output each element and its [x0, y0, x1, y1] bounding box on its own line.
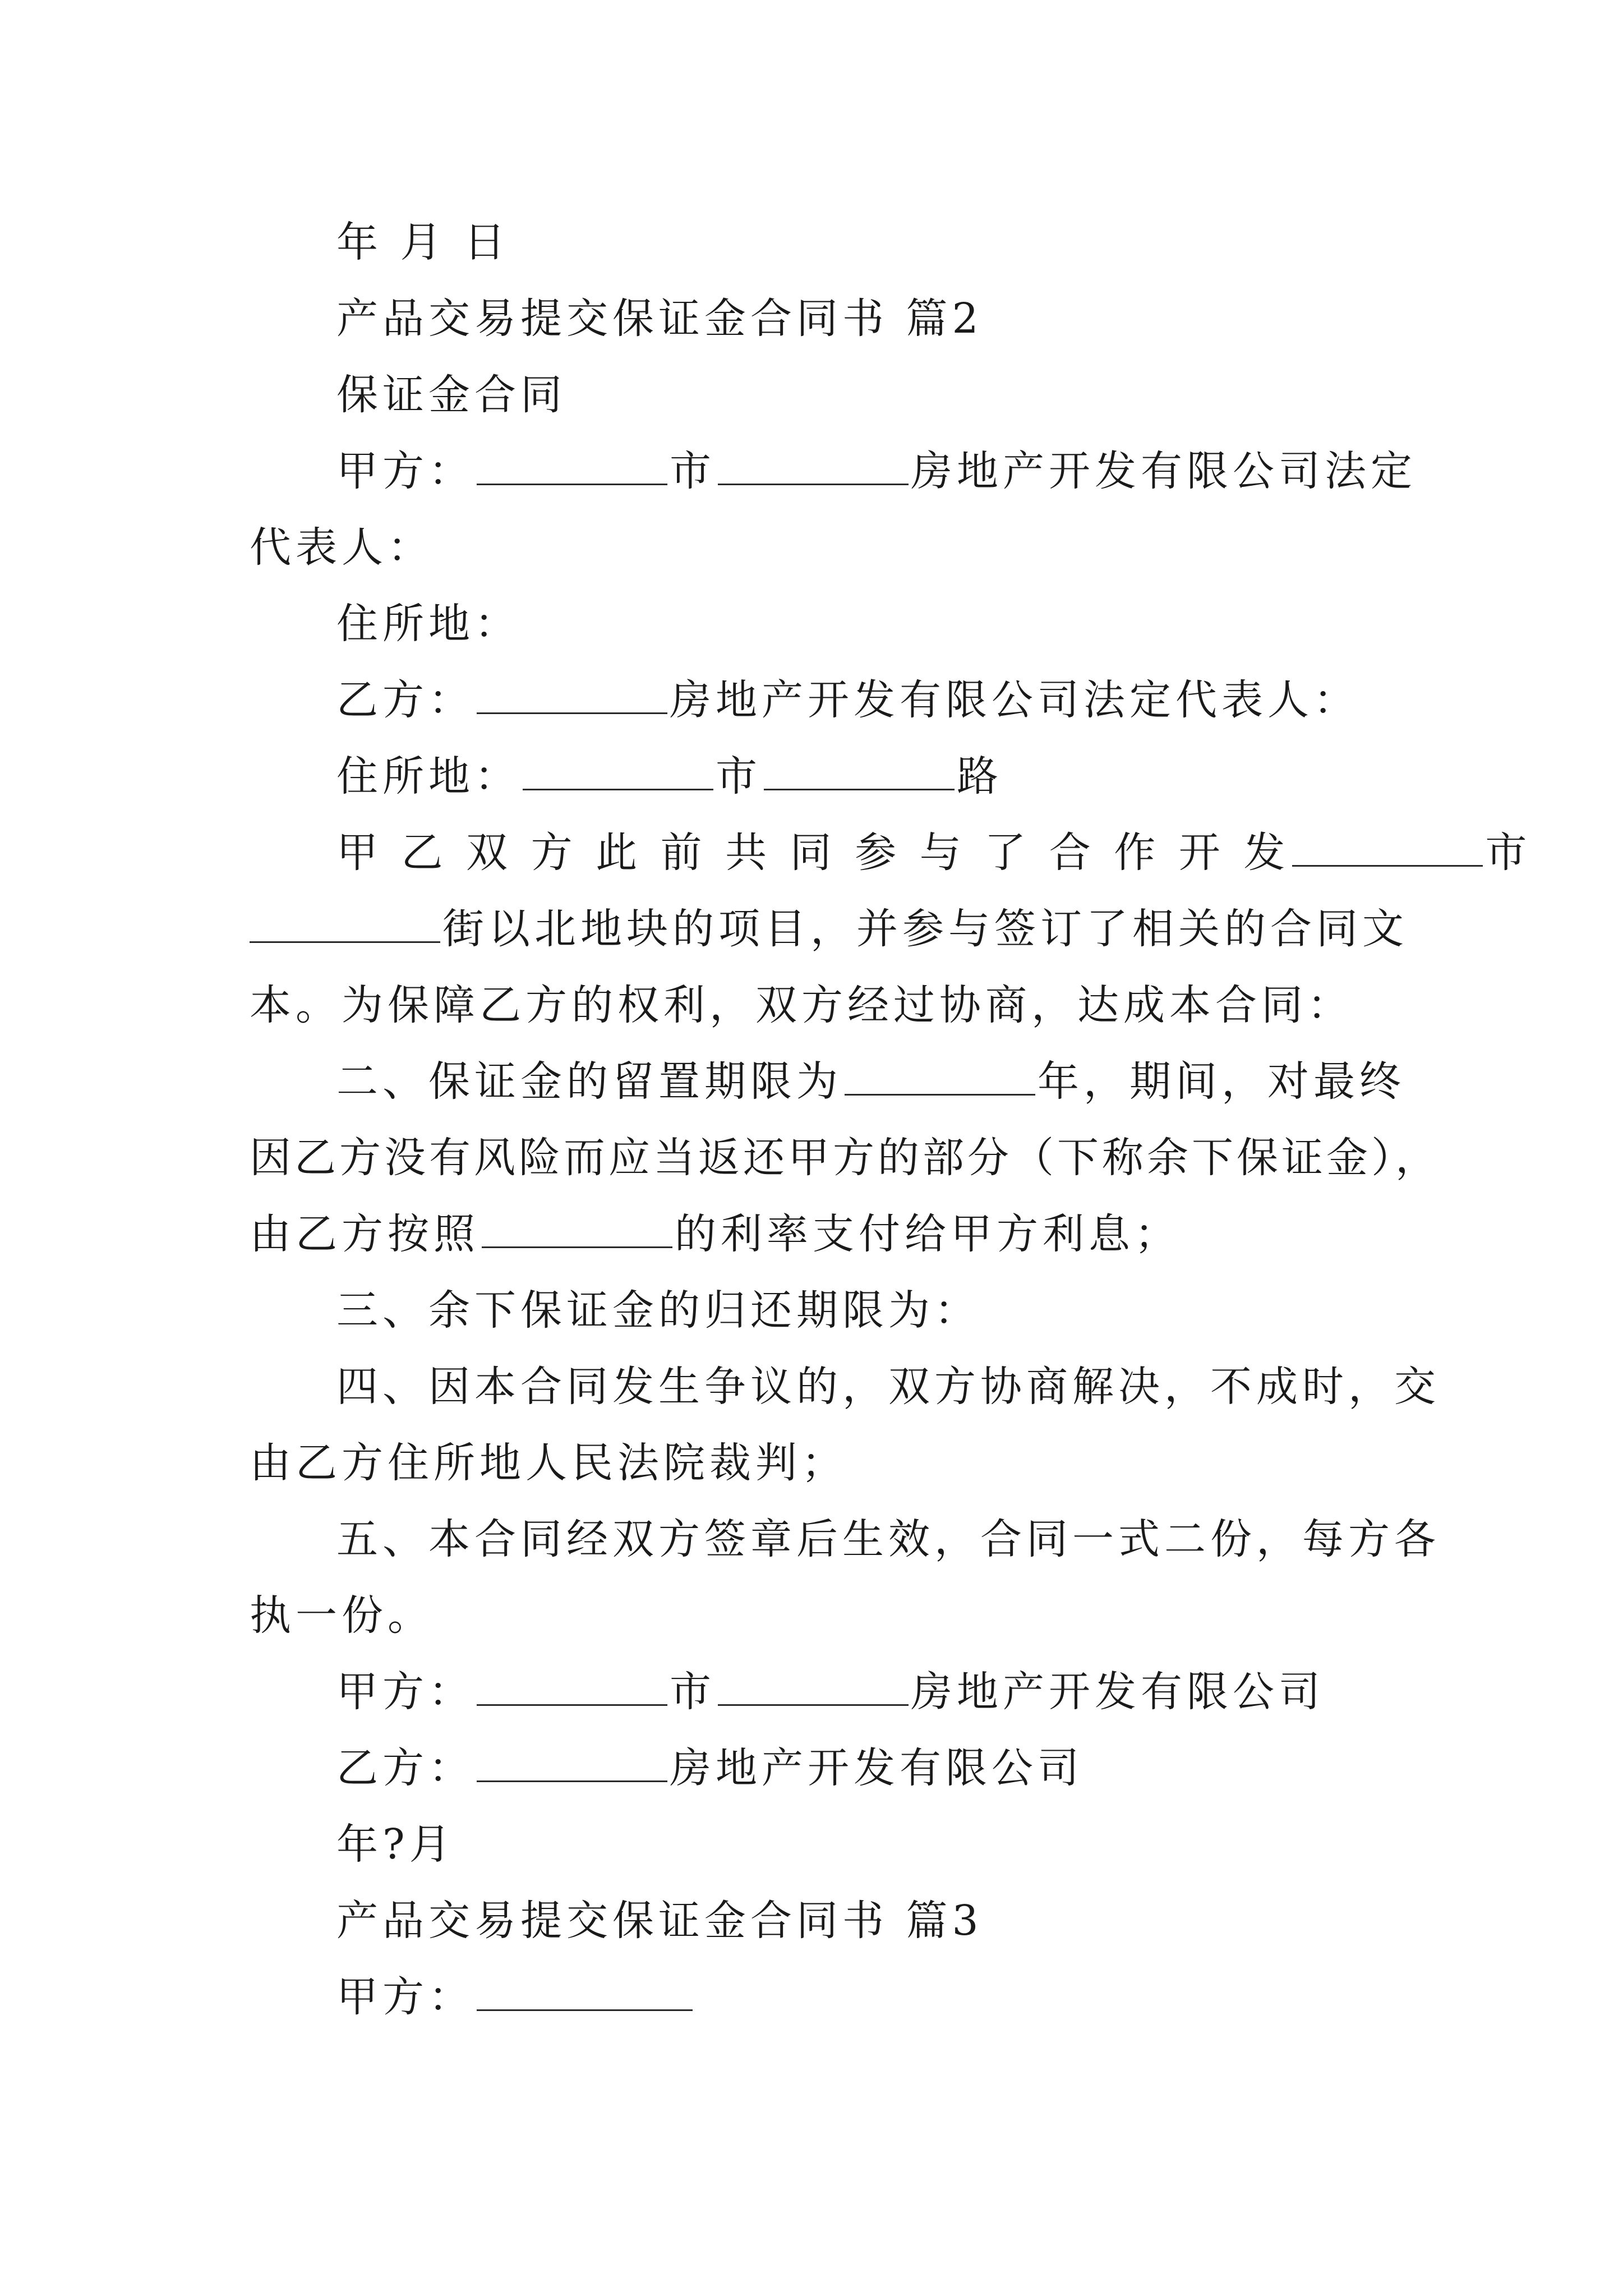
text-segment: 房地产开发有限公司法定 [911, 447, 1417, 495]
date-text: 年 月 日 [336, 218, 510, 266]
text-segment: 甲 乙 双 方 此 前 共 同 参 与 了 合 作 开 发 [336, 829, 1290, 877]
contract-title-text: 保证金合同 [336, 371, 566, 419]
text-segment: 市 [670, 447, 716, 495]
fill-blank[interactable] [764, 755, 955, 790]
party-a-label: 甲方： [336, 447, 474, 495]
text-segment: 代表人： [250, 523, 434, 572]
party-a-label: 甲方： [336, 1668, 474, 1716]
text-segment: 二、保证金的留置期限为 [336, 1057, 842, 1106]
text-segment: 住所地： [336, 752, 520, 800]
text-segment: 因乙方没有风险而应当返还甲方的部分（下称余下保证金）， [250, 1134, 1440, 1182]
clause-5-line [336, 1494, 1440, 1584]
fill-blank[interactable] [1292, 831, 1483, 867]
fill-blank[interactable] [718, 1671, 909, 1706]
text-segment: 房地产开发有限公司 [670, 1744, 1083, 1792]
text-segment: 执一份。 [250, 1591, 434, 1640]
fill-blank[interactable] [482, 1213, 672, 1248]
text-segment: 三、余下保证金的归还期限为： [336, 1286, 980, 1335]
text-segment: 房地产开发有限公司法定代表人： [670, 676, 1359, 724]
text-segment: 市 [670, 1668, 716, 1716]
text-segment: 房地产开发有限公司 [911, 1668, 1325, 1716]
text-segment: 住所地： [336, 600, 520, 648]
text-segment: 五、本合同经双方签章后生效，合同一式二份，每方各 [336, 1515, 1440, 1563]
text-segment: 由乙方按照 [250, 1210, 479, 1258]
fill-blank[interactable] [477, 1747, 667, 1782]
party-a-line [336, 1952, 695, 2042]
fill-blank[interactable] [718, 450, 909, 485]
section-heading-text: 产品交易提交保证金合同书 篇3 [336, 1897, 983, 1945]
text-segment: 四、因本合同发生争议的，双方协商解决，不成时，交 [336, 1363, 1440, 1411]
fill-blank[interactable] [523, 755, 713, 790]
text-segment: 路 [957, 752, 1003, 800]
party-b-label: 乙方： [336, 1744, 474, 1792]
party-a-line [336, 426, 1417, 516]
text-segment: 街以北地块的项目，并参与签订了相关的合同文 [442, 905, 1408, 953]
text-segment: 年，期间，对最终 [1038, 1057, 1405, 1106]
text-segment: 市 [1485, 829, 1532, 877]
text-segment: 市 [716, 752, 762, 800]
fill-blank[interactable] [477, 450, 667, 485]
text-segment: 的利率支付给甲方利息； [675, 1210, 1181, 1258]
fill-blank[interactable] [477, 1671, 667, 1706]
section-heading-text: 产品交易提交保证金合同书 篇2 [336, 295, 983, 343]
party-a-label: 甲方： [336, 1973, 474, 2021]
fill-blank[interactable] [477, 679, 667, 714]
text-segment: 年?月 [336, 1820, 455, 1869]
fill-blank[interactable] [845, 1060, 1035, 1096]
text-segment: 由乙方住所地人民法院裁判； [250, 1439, 847, 1487]
party-b-label: 乙方： [336, 676, 474, 724]
fill-blank[interactable] [250, 908, 440, 943]
fill-blank[interactable] [477, 1976, 693, 2011]
text-segment: 本。为保障乙方的权利，双方经过协商，达成本合同： [250, 981, 1353, 1029]
